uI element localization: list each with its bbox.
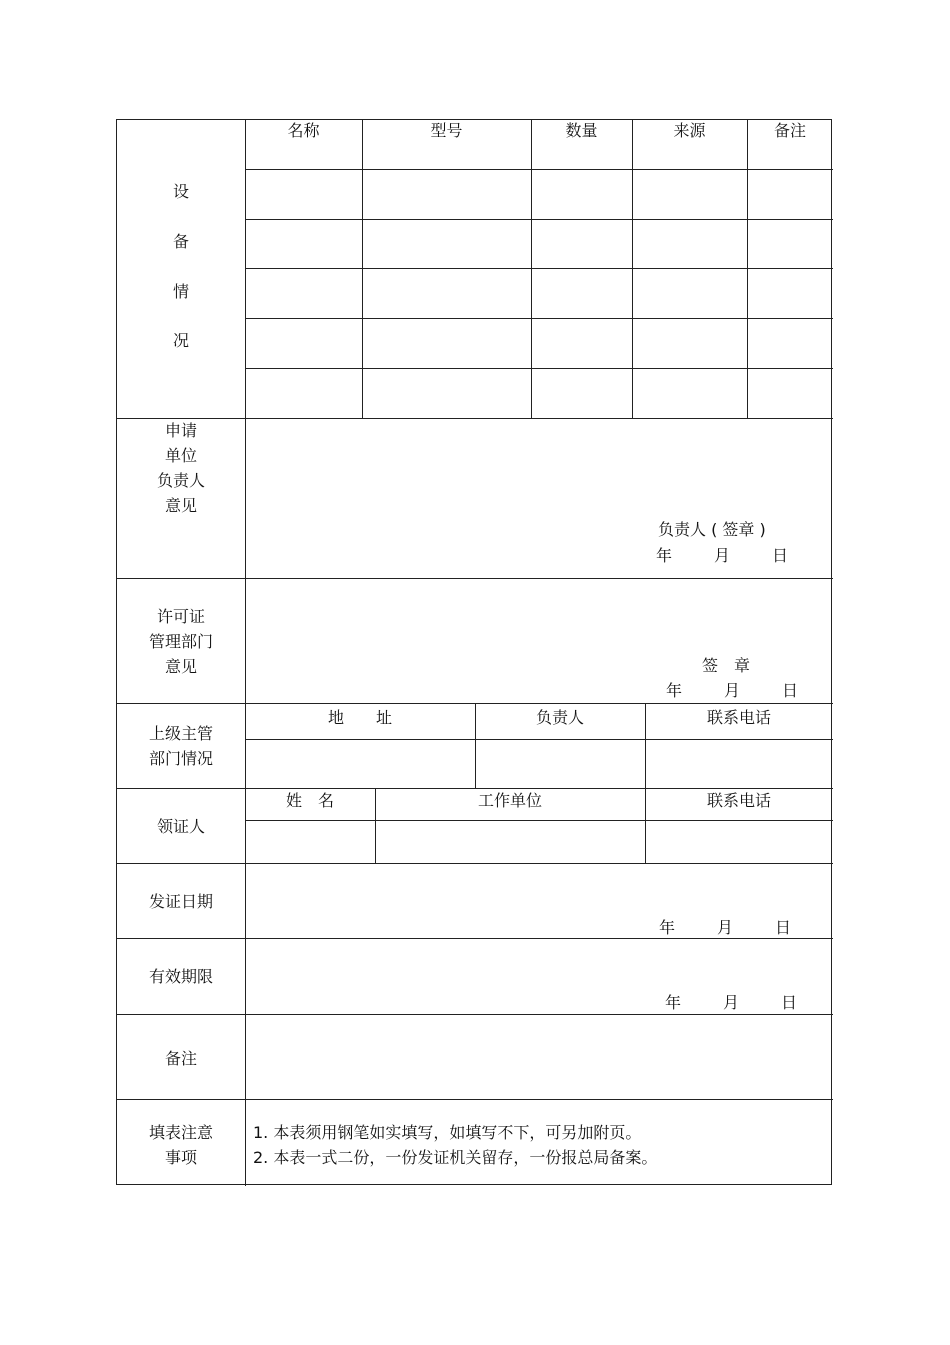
applicant-label-line: 意见 [164, 496, 197, 515]
equip-header-model: 型号 [430, 121, 463, 140]
receiver-header-workplace: 工作单位 [477, 791, 542, 810]
superior-dept-label [117, 721, 245, 771]
applicant-label-line: 单位 [164, 446, 197, 465]
superior-header-line [245, 739, 833, 740]
superior-header-address: 地 址 [327, 708, 392, 727]
applicant-signature: 负责人 ( 签章 ) [658, 520, 766, 539]
equip-row-line [245, 219, 833, 220]
permit-seal: 签 章 [702, 656, 751, 675]
equip-row-line [245, 169, 833, 170]
equip-col-line [362, 120, 363, 418]
date-month: 月 [714, 546, 731, 565]
date-year: 年 [666, 681, 683, 700]
date-day: 日 [781, 993, 798, 1012]
section-divider [117, 578, 833, 579]
notes-item: 1. 本表须用钢笔如实填写，如填写不下，可另加附页。 [253, 1123, 642, 1142]
receiver-header-phone: 联系电话 [706, 791, 771, 810]
equip-header-remarks: 备注 [773, 121, 806, 140]
applicant-label-line: 负责人 [156, 471, 205, 490]
equip-header-name: 名称 [287, 121, 320, 140]
date-day: 日 [775, 918, 792, 937]
equip-label-char: 备 [172, 232, 189, 251]
date-day: 日 [782, 681, 799, 700]
equip-row-line [245, 368, 833, 369]
remarks-label: 备注 [164, 1049, 197, 1068]
section-divider [117, 788, 833, 789]
date-month: 月 [717, 918, 734, 937]
equip-header-source: 来源 [673, 121, 706, 140]
date-month: 月 [723, 993, 740, 1012]
permit-label-line: 管理部门 [148, 632, 213, 651]
label-column-divider [245, 120, 246, 1186]
superior-header-person: 负责人 [535, 708, 584, 727]
notes-label-line: 事项 [164, 1148, 197, 1167]
notes-item: 2. 本表一式二份，一份发证机关留存，一份报总局备案。 [253, 1148, 658, 1167]
validity-label: 有效期限 [148, 967, 213, 986]
equip-row-line [245, 318, 833, 319]
superior-label-line: 上级主管 [148, 724, 213, 743]
equip-header-quantity: 数量 [565, 121, 598, 140]
permit-dept-label [117, 604, 245, 679]
section-divider [117, 1014, 833, 1015]
applicant-label [117, 418, 245, 518]
application-form [116, 119, 832, 1185]
superior-header-phone: 联系电话 [706, 708, 771, 727]
date-year: 年 [656, 546, 673, 565]
receiver-label: 领证人 [156, 817, 205, 836]
receiver-header-line [245, 820, 833, 821]
equip-label-char: 情 [172, 282, 189, 301]
equip-col-line [747, 120, 748, 418]
applicant-label-line: 申请 [164, 421, 197, 440]
equip-col-line [531, 120, 532, 418]
equip-col-line [632, 120, 633, 418]
receiver-header-name: 姓 名 [285, 791, 334, 810]
equip-label-char: 设 [172, 182, 189, 201]
date-month: 月 [724, 681, 741, 700]
section-divider [117, 938, 833, 939]
date-day: 日 [772, 546, 789, 565]
permit-label-line: 意见 [164, 657, 197, 676]
permit-label-line: 许可证 [156, 607, 205, 626]
equip-label-char: 况 [172, 331, 189, 350]
notes-label-line: 填表注意 [148, 1123, 213, 1142]
notes-label [117, 1120, 245, 1170]
superior-label-line: 部门情况 [148, 749, 213, 768]
section-divider [117, 1099, 833, 1100]
date-year: 年 [665, 993, 682, 1012]
equip-row-line [245, 268, 833, 269]
section-divider [117, 863, 833, 864]
date-year: 年 [659, 918, 676, 937]
issue-date-label: 发证日期 [148, 892, 213, 911]
